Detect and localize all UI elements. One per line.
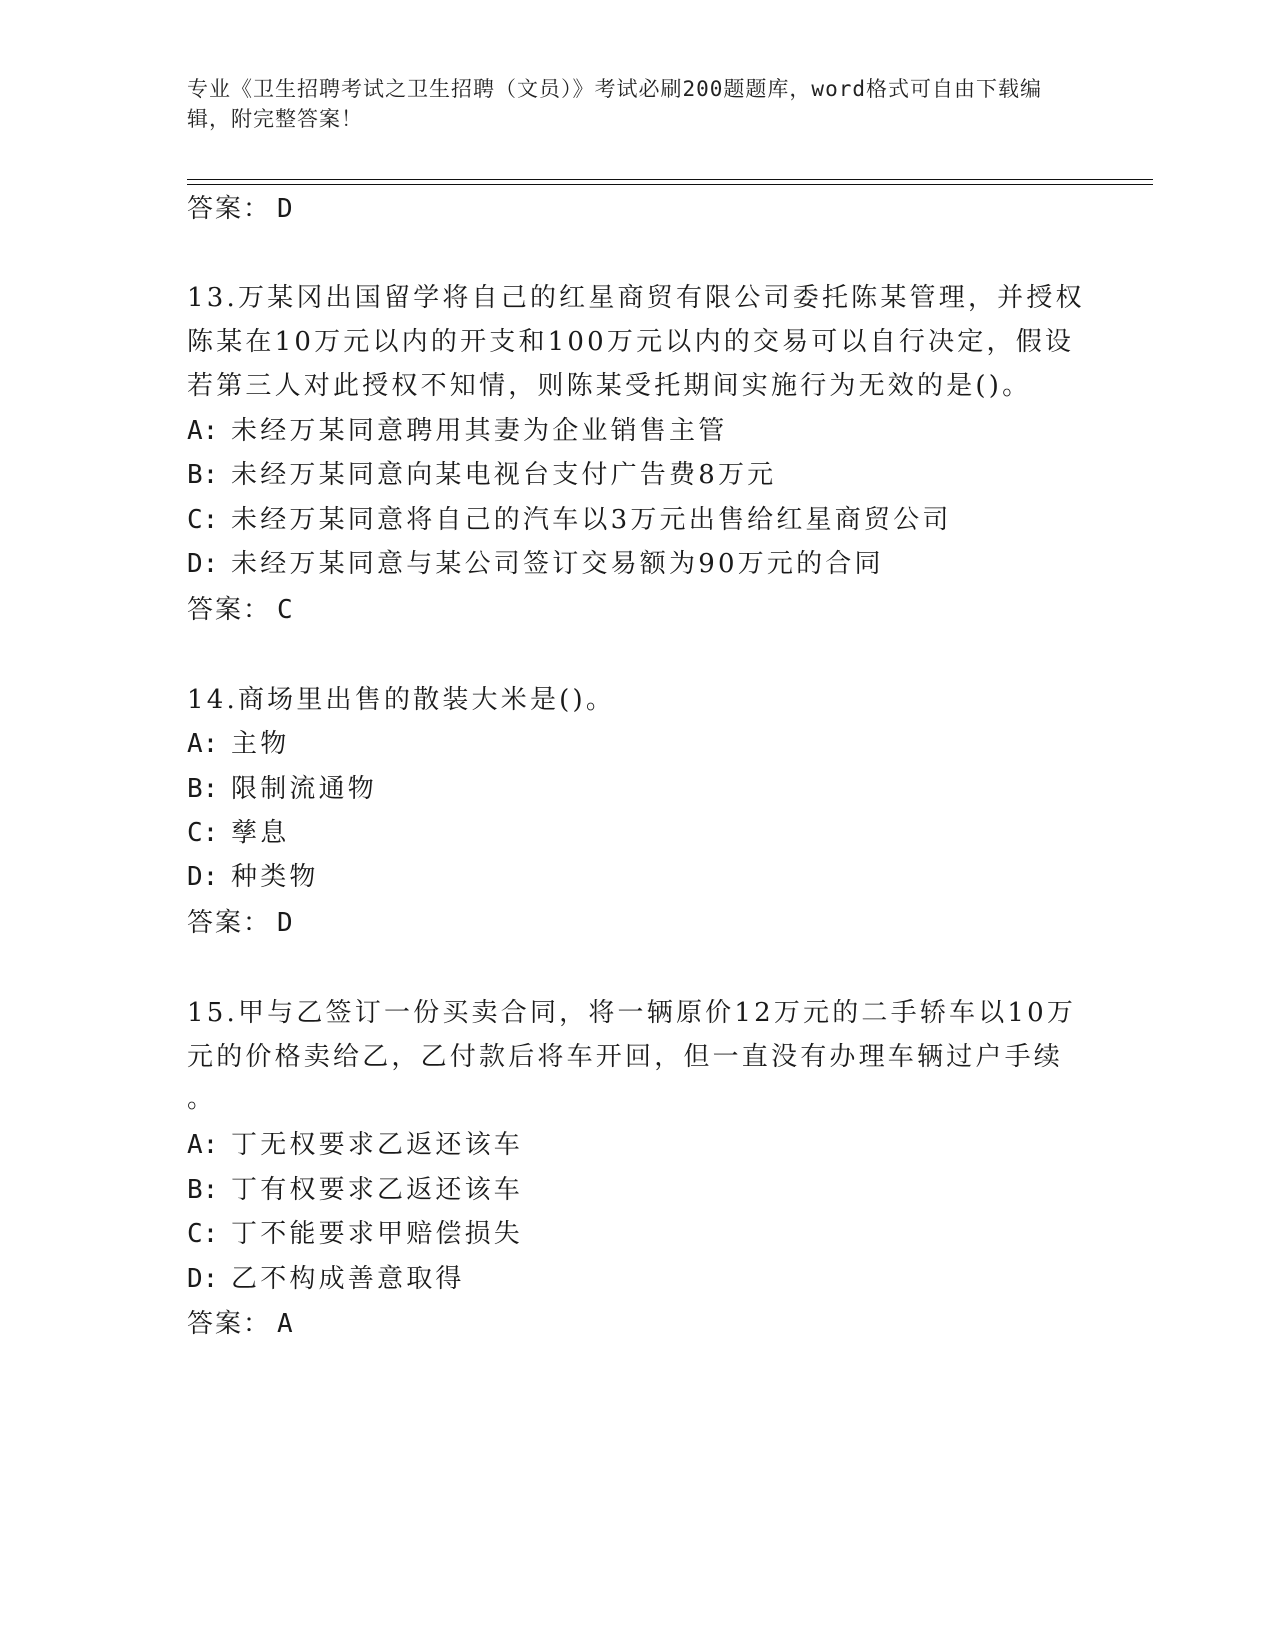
answer-line	[187, 193, 295, 225]
question-13-option-d	[187, 548, 884, 580]
option-text: 丁无权要求乙返还该车	[231, 1130, 524, 1160]
option-key: A:	[187, 1130, 219, 1160]
option-key: D:	[187, 1264, 219, 1294]
option-text: 孳息	[231, 818, 290, 848]
option-key: A:	[187, 416, 219, 446]
page-header: 专业《卫生招聘考试之卫生招聘（文员）》考试必刷200题题库，word格式可自由下载编辑，附完整答案！	[187, 77, 1042, 131]
question-14-stem-line-1: 14.商场里出售的散装大米是()。	[187, 685, 616, 715]
question-15-option-c	[187, 1218, 523, 1250]
header-rule-top	[187, 179, 1153, 180]
option-key: C:	[187, 1219, 219, 1249]
answer-value: D	[277, 908, 295, 938]
question-14-option-a	[187, 728, 289, 760]
question-14-answer	[187, 907, 295, 939]
header-rule-bottom	[187, 184, 1153, 185]
answer-label: 答案：	[187, 595, 272, 625]
option-text: 丁不能要求甲赔偿损失	[231, 1219, 524, 1249]
option-text: 限制流通物	[231, 774, 378, 804]
option-key: C:	[187, 818, 219, 848]
question-15-option-a	[187, 1129, 523, 1161]
question-15-answer	[187, 1308, 295, 1340]
answer-value: A	[277, 1309, 295, 1339]
question-15-option-b	[187, 1174, 523, 1206]
option-text: 未经万某同意将自己的汽车以3万元出售给红星商贸公司	[231, 505, 952, 535]
question-13-answer	[187, 594, 295, 626]
option-key: B:	[187, 1175, 219, 1205]
option-text: 主物	[231, 729, 290, 759]
answer-value: D	[277, 194, 295, 224]
option-key: C:	[187, 505, 219, 535]
option-key: D:	[187, 549, 219, 579]
option-key: B:	[187, 774, 219, 804]
option-key: B:	[187, 460, 219, 490]
option-key: D:	[187, 862, 219, 892]
option-text: 种类物	[231, 862, 319, 892]
answer-label: 答案：	[187, 908, 272, 938]
answer-label: 答案：	[187, 1309, 272, 1339]
answer-value: C	[277, 595, 295, 625]
option-text: 未经万某同意向某电视台支付广告费8万元	[231, 460, 777, 490]
question-13-option-c	[187, 504, 952, 536]
answer-label: 答案：	[187, 194, 272, 224]
question-13-stem-line-3: 若第三人对此授权不知情，则陈某受托期间实施行为无效的是()。	[187, 371, 1032, 401]
option-text: 丁有权要求乙返还该车	[231, 1175, 524, 1205]
question-13-stem-line-1: 13.万某冈出国留学将自己的红星商贸有限公司委托陈某管理，并授权	[187, 283, 1085, 313]
option-text: 未经万某同意与某公司签订交易额为90万元的合同	[231, 549, 884, 579]
question-13-option-b	[187, 459, 776, 491]
question-13-option-a	[187, 415, 727, 447]
question-15-stem-line-3: 。	[187, 1084, 217, 1114]
question-15-option-d	[187, 1263, 465, 1295]
option-text: 未经万某同意聘用其妻为企业销售主管	[231, 416, 728, 446]
question-15-stem-line-2: 元的价格卖给乙，乙付款后将车开回，但一直没有办理车辆过户手续	[187, 1042, 1064, 1072]
question-15-stem-line-1: 15.甲与乙签订一份买卖合同，将一辆原价12万元的二手轿车以10万	[187, 998, 1077, 1028]
option-text: 乙不构成善意取得	[231, 1264, 465, 1294]
question-14-option-c	[187, 817, 289, 849]
question-13-stem-line-2: 陈某在10万元以内的开支和100万元以内的交易可以自行决定，假设	[187, 327, 1075, 357]
question-14-option-b	[187, 773, 377, 805]
question-14-option-d	[187, 861, 319, 893]
option-key: A:	[187, 729, 219, 759]
